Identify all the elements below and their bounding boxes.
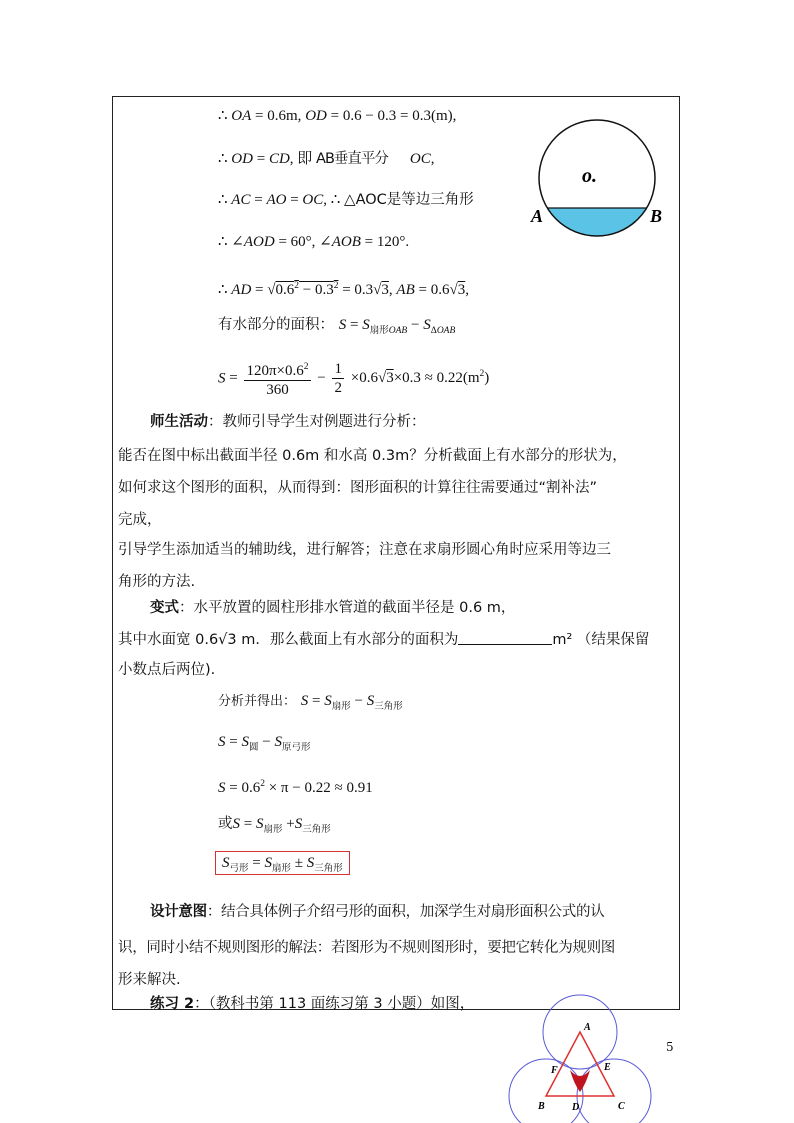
variant-problem xyxy=(150,592,706,624)
variant-label: 变式 xyxy=(150,600,179,616)
paragraph-line: 角形的方法. xyxy=(118,574,196,590)
analysis-line-1: 分析并得出： $S = S_{扇形} - S_{三角形}$ xyxy=(218,693,403,712)
derivation-line-2: ∴ OD = CD, 即 AB垂直平分 OC, xyxy=(218,151,435,167)
variant-problem-line-3: 小数点后两位). xyxy=(118,662,216,678)
exercise-text: ：（教科书第 113 面练习第 3 小题）如图， xyxy=(194,996,475,1012)
page-number: 5 xyxy=(666,1040,674,1054)
activity-label: 师生活动 xyxy=(150,414,208,430)
label-d: D xyxy=(572,1102,580,1113)
derivation-line-7: S = $\frac{120\pi\times 0.6^2}{360}$ − $\frac{1}{2}$ $\times 0.6√3\times 0.3 \approx 0.22(m^2)$ xyxy=(218,358,489,399)
derivation-line-5: ∴ AD = $√0.6^2 - 0.3^2 = 0.3√3$, AB = 0.6√3, xyxy=(218,281,469,298)
shaded-region xyxy=(570,1070,590,1092)
design-intent xyxy=(150,896,706,928)
variant-text-2a: 其中水面宽 0.6√3 m．那么截面上有水部分的面积为 xyxy=(118,632,459,648)
three-circles-figure xyxy=(500,992,660,1123)
design-text: ：结合具体例子介绍弓形的面积，加深学生对扇形面积公式的认 xyxy=(206,904,605,920)
analysis-line-2: $S = S_圆 - S_{原弓形}$ xyxy=(218,734,311,753)
design-intent-line-3: 形来解决. xyxy=(118,972,181,988)
analysis-formula-boxed: $S_{弓形} = S_{扇形} \pm S_{三角形}$ xyxy=(215,853,350,879)
derivation-line-3: ∴ AC = AO = OC, ∴ △AOC是等边三角形 xyxy=(218,192,474,208)
center-label: o. xyxy=(582,165,597,187)
paragraph-line: 能否在图中标出截面半径 0.6m 和水高 0.3m？分析截面上有水部分的形状为， xyxy=(118,448,627,464)
label-e: E xyxy=(604,1062,611,1073)
variant-text-2b: m² （结果保留 xyxy=(552,632,650,648)
teacher-student-activity xyxy=(150,406,706,438)
design-label: 设计意图 xyxy=(150,904,207,920)
derivation-line-1: ∴ OA = 0.6m, OD = 0.6 − 0.3 = 0.3(m), xyxy=(218,108,457,124)
point-a-label: A xyxy=(531,206,544,226)
exercise-label: 练习 2 xyxy=(150,996,195,1012)
answer-blank[interactable] xyxy=(458,630,552,645)
label-b: B xyxy=(538,1101,545,1112)
analysis-line-4: 或$S = S_{扇形} +S_{三角形}$ xyxy=(218,816,331,835)
point-b-label: B xyxy=(650,206,663,226)
label-a: A xyxy=(584,1022,591,1033)
pipe-cross-section-figure xyxy=(528,118,668,246)
paragraph-line: 完成， xyxy=(118,512,162,528)
label-f: F xyxy=(551,1065,558,1076)
paragraph-line: 如何求这个图形的面积，从而得到：图形面积的计算往往需要通过“割补法” xyxy=(118,480,598,496)
variant-problem-line-2 xyxy=(118,624,674,656)
paragraph-line: 引导学生添加适当的辅助线，进行解答；注意在求扇形圆心角时应采用等边三 xyxy=(118,542,611,558)
derivation-line-6: 有水部分的面积： $S = S_{扇形OAB} - S_{\Delta OAB}$ xyxy=(218,317,456,336)
design-intent-line-2: 识，同时小结不规则图形的解法：若图形为不规则图形时，要把它转化为规则图 xyxy=(118,940,615,956)
variant-text: ：水平放置的圆柱形排水管道的截面半径是 0.6 m， xyxy=(179,600,516,616)
activity-text: ：教师引导学生对例题进行分析： xyxy=(208,414,426,430)
derivation-line-4: ∴ ∠AOD = 60°, ∠AOB = 120°. xyxy=(218,234,410,250)
water-region xyxy=(528,208,668,246)
analysis-line-3: $S = 0.6^2 \times \pi - 0.22 \approx 0.91$ xyxy=(218,779,373,796)
label-c: C xyxy=(618,1101,625,1112)
